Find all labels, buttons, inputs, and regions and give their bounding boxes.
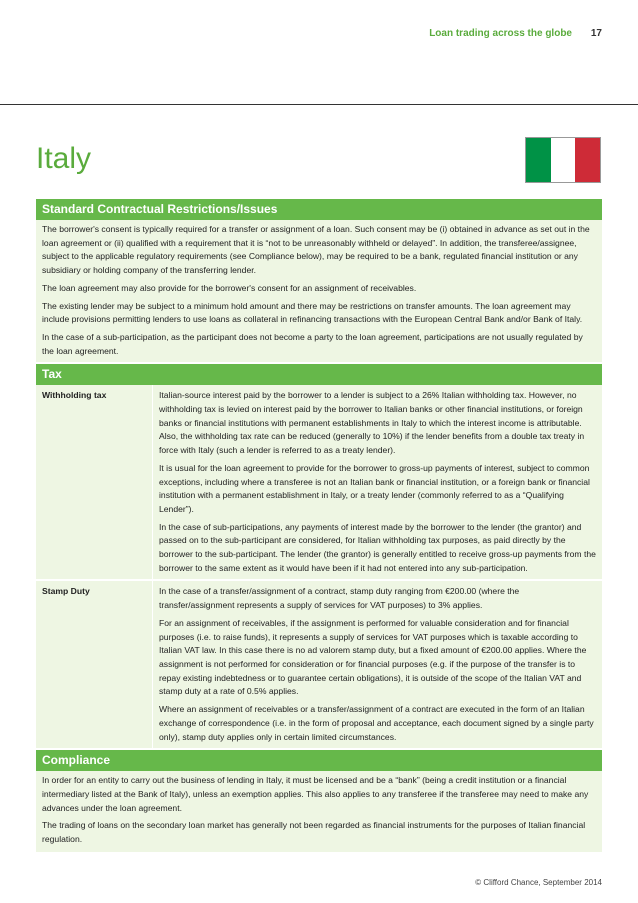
section-heading-tax: Tax bbox=[36, 364, 602, 385]
page-number: 17 bbox=[590, 28, 602, 39]
tax-paragraph: Where an assignment of receivables or a transfer/assignment of a contract are executed in the form of an Italian exchange of correspondence (i.e. in the form of proposal and acceptance, each document signed by a single party only), stamp duty applies only in certain limited circumstances. bbox=[159, 704, 594, 742]
tax-row-stamp-duty bbox=[36, 580, 602, 748]
standard-paragraph: The existing lender may be subject to a minimum hold amount and there may be restrictions on transfer amounts. The loan agreement may include provisions permitting lenders to use loans as collateral in refinancing transactions with the European Central Bank and/or Bank of Italy. bbox=[42, 300, 583, 325]
section-body-compliance bbox=[36, 771, 602, 852]
compliance-paragraph: The trading of loans on the secondary loan market has generally not been regarded as financial instruments for the purposes of Italian financial regulation. bbox=[42, 820, 586, 845]
standard-paragraph: In the case of a sub-participation, as the participant does not become a party to the loan agreement, participations are not usually regulated by the loan agreement. bbox=[42, 331, 583, 356]
flag-band-green bbox=[526, 138, 551, 182]
compliance-paragraph: In order for an entity to carry out the business of lending in Italy, it must be licensed and be a “bank” (being a credit institution or a financial intermediary listed at the Bank of Italy), unless an exemption applies. This also applies to any transferee if the transferee may need to make any advances under the loan agreement. bbox=[42, 775, 589, 813]
tax-paragraph: For an assignment of receivables, if the assignment is performed for valuable consideration and for financial purposes (i.e. to raise funds), it represents a supply of services for VAT purposes which is taxable according to Italian VAT law. In this case there is no ad valorem stamp duty, but a fixed amount of €200.00 applies. Where the assignment is not performed for consideration or for financial purposes (e.g. if the purpose of the transfer is to repay existing indebtedness or to guarantee certain obligations), it is outside of the scope of the Italian VAT and stamp duty at a rate of 0.5% applies. bbox=[159, 617, 587, 697]
tax-row-label: Stamp Duty bbox=[42, 586, 90, 597]
tax-paragraph: It is usual for the loan agreement to provide for the borrower to gross-up payments of interest, subject to common exceptions, including where a transferee is not an Italian bank or financial institution, or a foreign bank or financial institution with a permanent establishment in Italy, or a treaty lender (commonly referred to as a “Qualifying Lender”). bbox=[159, 462, 590, 514]
tax-row-withholding bbox=[36, 385, 602, 580]
tax-paragraph: Italian-source interest paid by the borrower to a lender is subject to a 26% Italian withholding tax. However, no withholding tax is levied on interest paid by the borrower to Italian banks or other financial institutions, or foreign banks or financial institutions with permanent establishments in Italy to which the interest income is attributable. Also, the withholding tax rate can be reduced (generally to 10%) if the lender benefits from a double tax treaty in force with Italy (such a lender is referred to as a treaty lender). bbox=[159, 390, 585, 456]
header-divider bbox=[0, 104, 638, 105]
tax-paragraph: In the case of sub-participations, any payments of interest made by the borrower to the lender (the grantor) and passed on to the sub-participant are considered, for Italian withholding tax purposes, as paid directly by the borrower to the sub-participant. The lender (the grantor) is generally entitled to receive gross-up payments from the borrower to the same extent as it would have been if it had not entered into any sub-participation. bbox=[159, 521, 596, 573]
flag-band-red bbox=[575, 138, 600, 182]
tax-table bbox=[36, 385, 602, 748]
content-area bbox=[36, 199, 602, 852]
tax-row-content bbox=[153, 580, 603, 748]
section-body-standard bbox=[36, 220, 602, 362]
tax-row-label: Withholding tax bbox=[42, 390, 107, 401]
running-title: Loan trading across the globe bbox=[429, 28, 572, 39]
standard-paragraph: The loan agreement may also provide for the borrower's consent for an assignment of receivables. bbox=[42, 282, 417, 293]
section-heading-standard: Standard Contractual Restrictions/Issues bbox=[36, 199, 602, 220]
footer-copyright: © Clifford Chance, September 2014 bbox=[475, 878, 602, 887]
tax-row-content bbox=[153, 385, 603, 580]
standard-paragraph: The borrower's consent is typically required for a transfer or assignment of a loan. Such consent may be (i) obtained in advance as set out in the loan agreement or (ii) qualified with a requirement that it is “not to be unreasonably withheld or delayed”. In addition, the transferee/assignee, subject to the applicable regulatory requirements (see Compliance below), may be required to be a bank, regulated financial institution or any subsidiary or holding company of the transferring lender. bbox=[42, 224, 590, 276]
italy-flag-icon bbox=[525, 137, 601, 183]
tax-paragraph: In the case of a transfer/assignment of a contract, stamp duty ranging from €200.00 (where the transfer/assignment represents a supply of services for VAT purposes) to 3% applies. bbox=[159, 586, 520, 611]
flag-band-white bbox=[551, 138, 576, 182]
section-heading-compliance: Compliance bbox=[36, 750, 602, 771]
country-title: Italy bbox=[36, 142, 92, 175]
